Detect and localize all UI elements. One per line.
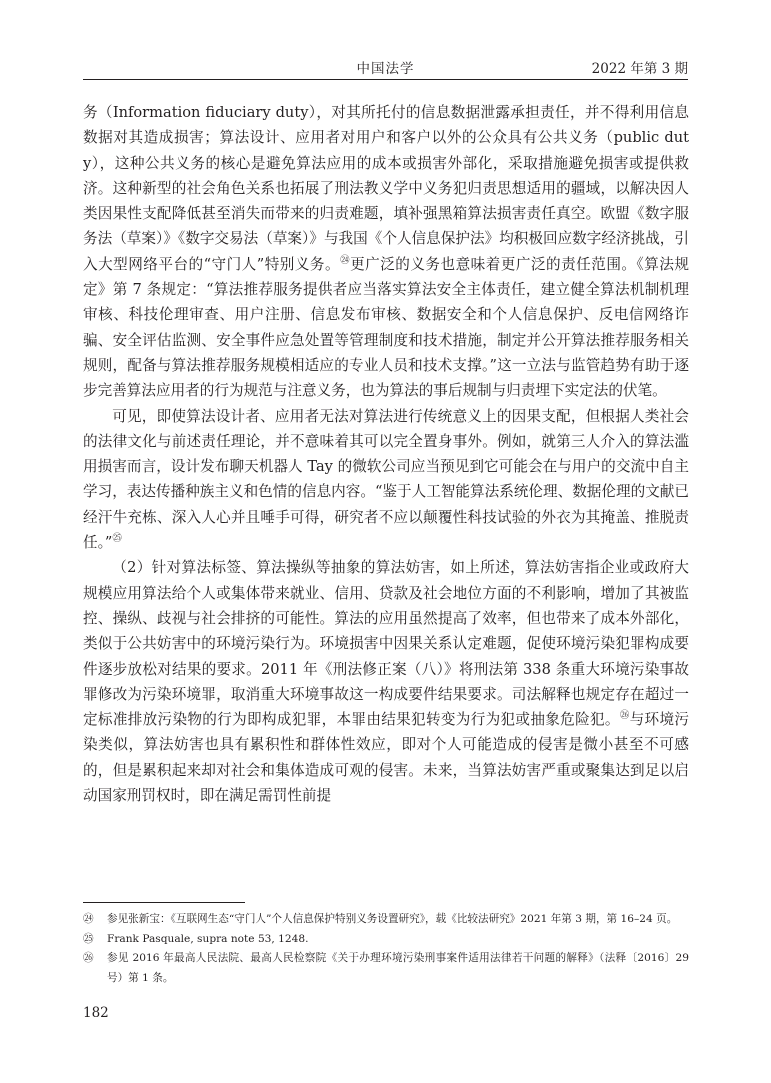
issue-label: 2022 年第 3 期	[591, 61, 688, 77]
page-number: 182	[83, 1005, 109, 1021]
paragraph-text: 更广泛的义务也意味着更广泛的责任范围。《算法规定》第 7 条规定：“算法推荐服务提供者应当落实算法安全主体责任，建立健全算法机制机理审核、科技伦理审查、用户注册、信息发布审核、数据安全和个人信息保护、反电信网络诈骗、安全评估监测、安全事件应急处置等管理制度和技术措施，制定并公开算法推荐服务相关规则，配备与算法推荐服务规模相适应的专业人员和技术支撑。”这一立法与监管趋势有助于逐步完善算法应用者的行为规范与注意义务，也为算法的事后规制与归责埋下实定法的伏笔。	[83, 255, 689, 400]
body-paragraph	[83, 555, 689, 808]
footnote-reference: ㉕	[112, 533, 122, 545]
paragraph-text: 务（Information fiduciary duty），对其所托付的信息数据泄露承担责任，并不得利用信息数据对其造成损害；算法设计、应用者对用户和客户以外的公众具有公共义务（public duty），这种公共义务的核心是避免算法应用的成本或损害外部化，采取措施避免损害或提供救济。这种新型的社会角色关系也拓展了刑法教义学中义务犯归责思想适用的疆域，以解决因人类因果性支配降低甚至消失而带来的归责难题，填补强黑箱算法损害责任真空。欧盟《数字服务法（草案）》《数字交易法（草案）》与我国《个人信息保护法》均积极回应数字经济挑战，引入大型网络平台的“守门人”特别义务。	[83, 104, 689, 273]
paragraph-text: 可见，即使算法设计者、应用者无法对算法进行传统意义上的因果支配，但根据人类社会的法律文化与前述责任理论，并不意味着其可以完全置身事外。例如，就第三人介入的算法滥用损害而言，设计发布聊天机器人 Tay 的微软公司应当预见到它可能会在与用户的交流中自主学习，表达传播种族主义和色情的信息内容。“鉴于人工智能算法系统伦理、数据伦理的文献已经汗牛充栋、深入人心并且唾手可得，研究者不应以颠覆性科技试验的外衣为其掩盖、推脱责任。”	[83, 407, 689, 552]
footnote	[83, 930, 689, 950]
footnote-text: 参见张新宝：《互联网生态“守门人”个人信息保护特别义务设置研究》，载《比较法研究》2021 年第 3 期，第 16–24 页。	[107, 913, 678, 925]
footnote-number: ㉔	[83, 913, 94, 925]
paragraph-text: （2）针对算法标签、算法操纵等抽象的算法妨害，如上所述，算法妨害指企业或政府大规模应用算法给个人或集体带来就业、信用、贷款及社会地位方面的不利影响，增加了其被监控、操纵、歧视与社会排挤的可能性。算法的应用虽然提高了效率，但也带来了成本外部化，类似于公共妨害中的环境污染行为。环境损害中因果关系认定难题，促使环境污染犯罪构成要件逐步放松对结果的要求。2011 年《刑法修正案（八）》将刑法第 338 条重大环境污染事故罪修改为污染环境罪，取消重大环境事故这一构成要件结果要求。司法解释也规定存在超过一定标准排放污染物的行为即构成犯罪，本罪由结果犯转变为行为犯或抽象危险犯。	[83, 559, 689, 729]
footnote-reference: ㉔	[340, 254, 351, 266]
footnote	[83, 949, 689, 988]
body-paragraph	[83, 404, 689, 556]
footnote-number: ㉕	[83, 932, 94, 945]
paragraph-text: 与环境污染类似，算法妨害也具有累积性和群体性效应，即对个人可能造成的侵害是微小甚至不可感的，但是累积起来却对社会和集体造成可观的侵害。未来，当算法妨害严重或聚集达到足以启动国家刑罚权时，即在满足需罚性前提	[83, 711, 689, 805]
footnote-text: 参见 2016 年最高人民法院、最高人民检察院《关于办理环境污染刑事案件适用法律若干问题的解释》（法释〔2016〕29 号）第 1 条。	[107, 952, 689, 984]
article-body	[83, 100, 689, 808]
body-paragraph	[83, 100, 689, 404]
footnote	[83, 910, 689, 930]
footnote-reference: ㉖	[619, 710, 630, 722]
journal-name: 中国法学	[356, 61, 415, 77]
footnote-divider	[83, 902, 245, 903]
running-header	[83, 55, 688, 80]
footnote-list	[83, 910, 689, 988]
footnote-number: ㉖	[83, 952, 94, 965]
footnote-text: Frank Pasquale, supra note 53, 1248.	[107, 932, 309, 945]
